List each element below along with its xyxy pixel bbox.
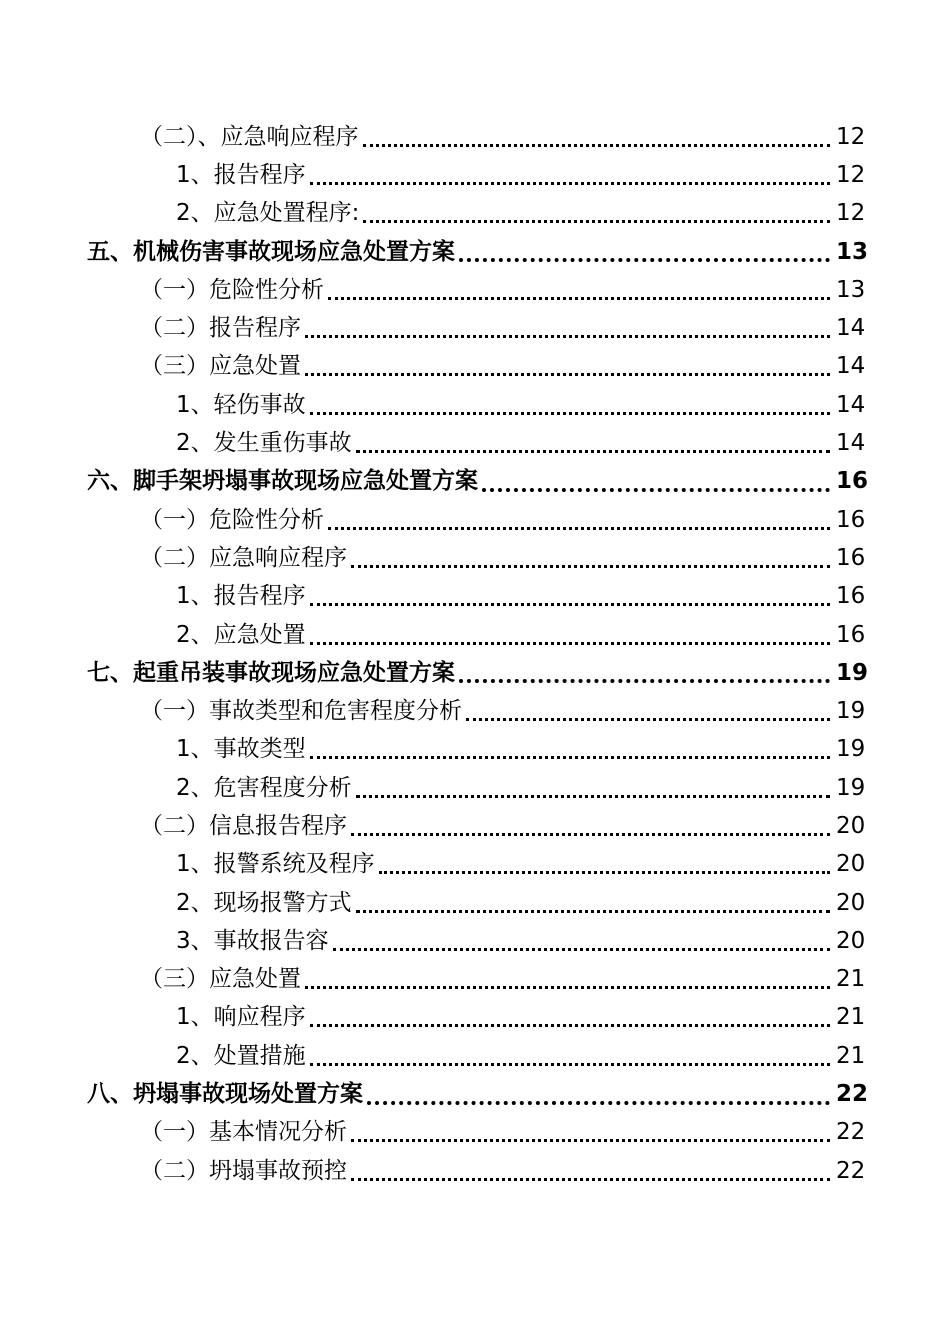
toc-entry-title: （二）坍塌事故预控 [140, 1157, 347, 1184]
toc-entry[interactable] [0, 309, 950, 347]
toc-entry-page-number: 16 [836, 468, 869, 495]
toc-entry-page-number: 21 [836, 1042, 866, 1069]
dot-leader [356, 795, 830, 798]
dot-leader [379, 871, 830, 874]
toc-entry[interactable] [0, 271, 950, 309]
toc-entry[interactable] [0, 195, 950, 233]
toc-entry-title: 1、报警系统及程序 [176, 851, 375, 878]
toc-entry-title: （二）报告程序 [140, 315, 301, 342]
toc-entry-page-number: 22 [836, 1081, 869, 1108]
toc-entry-title: 3、事故报告容 [176, 927, 329, 954]
toc-entry-page-number: 12 [836, 123, 866, 150]
toc-entry[interactable] [0, 156, 950, 194]
table-of-contents [0, 118, 950, 1190]
toc-entry-page-number: 19 [836, 659, 869, 686]
toc-entry-title: 1、事故类型 [176, 736, 306, 763]
dot-leader [328, 297, 830, 300]
toc-entry-title: （一）危险性分析 [140, 506, 324, 533]
toc-entry-page-number: 14 [836, 430, 866, 457]
toc-entry-title: 2、危害程度分析 [176, 774, 352, 801]
toc-entry[interactable] [0, 692, 950, 730]
toc-entry[interactable] [0, 961, 950, 999]
toc-entry[interactable] [0, 769, 950, 807]
toc-entry-title: （二）应急响应程序 [140, 544, 347, 571]
dot-leader [310, 412, 830, 415]
toc-entry-title: 七、起重吊装事故现场应急处置方案 [87, 659, 455, 686]
toc-entry-page-number: 21 [836, 966, 866, 993]
toc-entry[interactable] [0, 884, 950, 922]
toc-entry[interactable] [0, 233, 950, 271]
toc-entry-page-number: 13 [836, 238, 869, 265]
dot-leader [305, 986, 830, 989]
toc-entry-page-number: 19 [836, 774, 866, 801]
toc-entry-title: 1、响应程序 [176, 1004, 306, 1031]
toc-entry-title: 1、报告程序 [176, 161, 306, 188]
dot-leader [351, 1139, 830, 1142]
dot-leader [310, 1024, 830, 1027]
dot-leader [351, 1178, 830, 1181]
dot-leader [310, 182, 830, 185]
toc-entry[interactable] [0, 807, 950, 845]
toc-entry[interactable] [0, 118, 950, 156]
toc-entry-page-number: 20 [836, 889, 866, 916]
dot-leader [328, 527, 830, 530]
dot-leader [459, 258, 830, 262]
dot-leader [351, 565, 830, 568]
toc-entry[interactable] [0, 1075, 950, 1113]
toc-entry-page-number: 20 [836, 927, 866, 954]
toc-entry[interactable] [0, 846, 950, 884]
dot-leader [351, 833, 830, 836]
toc-entry-page-number: 12 [836, 161, 866, 188]
toc-entry-title: 八、坍塌事故现场处置方案 [87, 1081, 363, 1108]
dot-leader [310, 642, 830, 645]
toc-entry[interactable] [0, 731, 950, 769]
toc-entry-title: （二）信息报告程序 [140, 812, 347, 839]
dot-leader [367, 1101, 830, 1105]
toc-entry[interactable] [0, 1037, 950, 1075]
toc-entry-title: 2、应急处置程序: [176, 200, 360, 227]
dot-leader [310, 1063, 830, 1066]
toc-entry-page-number: 19 [836, 736, 866, 763]
toc-entry-page-number: 16 [836, 583, 866, 610]
toc-entry[interactable] [0, 539, 950, 577]
dot-leader [459, 679, 830, 683]
toc-entry-page-number: 16 [836, 506, 866, 533]
toc-entry-page-number: 14 [836, 353, 866, 380]
toc-entry-title: 1、轻伤事故 [176, 391, 306, 418]
dot-leader [310, 603, 830, 606]
dot-leader [305, 373, 830, 376]
dot-leader [305, 335, 830, 338]
toc-entry-title: 五、机械伤害事故现场应急处置方案 [87, 238, 455, 265]
toc-entry-title: （三）应急处置 [140, 353, 301, 380]
toc-entry-page-number: 19 [836, 698, 866, 725]
toc-entry[interactable] [0, 1114, 950, 1152]
toc-entry[interactable] [0, 348, 950, 386]
toc-entry-page-number: 21 [836, 1004, 866, 1031]
toc-entry-page-number: 20 [836, 812, 866, 839]
toc-entry[interactable] [0, 424, 950, 462]
toc-entry-page-number: 16 [836, 621, 866, 648]
toc-entry-title: （一）危险性分析 [140, 276, 324, 303]
dot-leader [466, 718, 830, 721]
toc-entry[interactable] [0, 1152, 950, 1190]
toc-entry[interactable] [0, 501, 950, 539]
toc-entry-page-number: 22 [836, 1119, 866, 1146]
dot-leader [482, 488, 830, 492]
toc-entry-title: （一）基本情况分析 [140, 1119, 347, 1146]
toc-entry-title: （三）应急处置 [140, 966, 301, 993]
toc-entry[interactable] [0, 999, 950, 1037]
toc-entry-page-number: 14 [836, 391, 866, 418]
toc-entry[interactable] [0, 463, 950, 501]
toc-entry[interactable] [0, 616, 950, 654]
toc-entry-title: （二）、应急响应程序 [140, 123, 359, 150]
toc-entry[interactable] [0, 386, 950, 424]
toc-entry-page-number: 13 [836, 276, 866, 303]
dot-leader [310, 756, 830, 759]
toc-entry-title: 2、现场报警方式 [176, 889, 352, 916]
dot-leader [363, 220, 830, 223]
toc-entry-page-number: 20 [836, 851, 866, 878]
toc-entry-title: （一）事故类型和危害程度分析 [140, 698, 462, 725]
toc-entry-page-number: 22 [836, 1157, 866, 1184]
toc-entry-title: 2、处置措施 [176, 1042, 306, 1069]
dot-leader [363, 144, 831, 147]
toc-entry[interactable] [0, 922, 950, 960]
toc-entry-title: 1、报告程序 [176, 583, 306, 610]
toc-entry-page-number: 12 [836, 200, 866, 227]
toc-entry-page-number: 14 [836, 315, 866, 342]
toc-entry-title: 2、应急处置 [176, 621, 306, 648]
toc-entry[interactable] [0, 578, 950, 616]
dot-leader [333, 948, 830, 951]
dot-leader [356, 910, 830, 913]
toc-entry-title: 2、发生重伤事故 [176, 430, 352, 457]
toc-entry-title: 六、脚手架坍塌事故现场应急处置方案 [87, 468, 478, 495]
toc-entry[interactable] [0, 654, 950, 692]
dot-leader [356, 450, 830, 453]
toc-entry-page-number: 16 [836, 544, 866, 571]
